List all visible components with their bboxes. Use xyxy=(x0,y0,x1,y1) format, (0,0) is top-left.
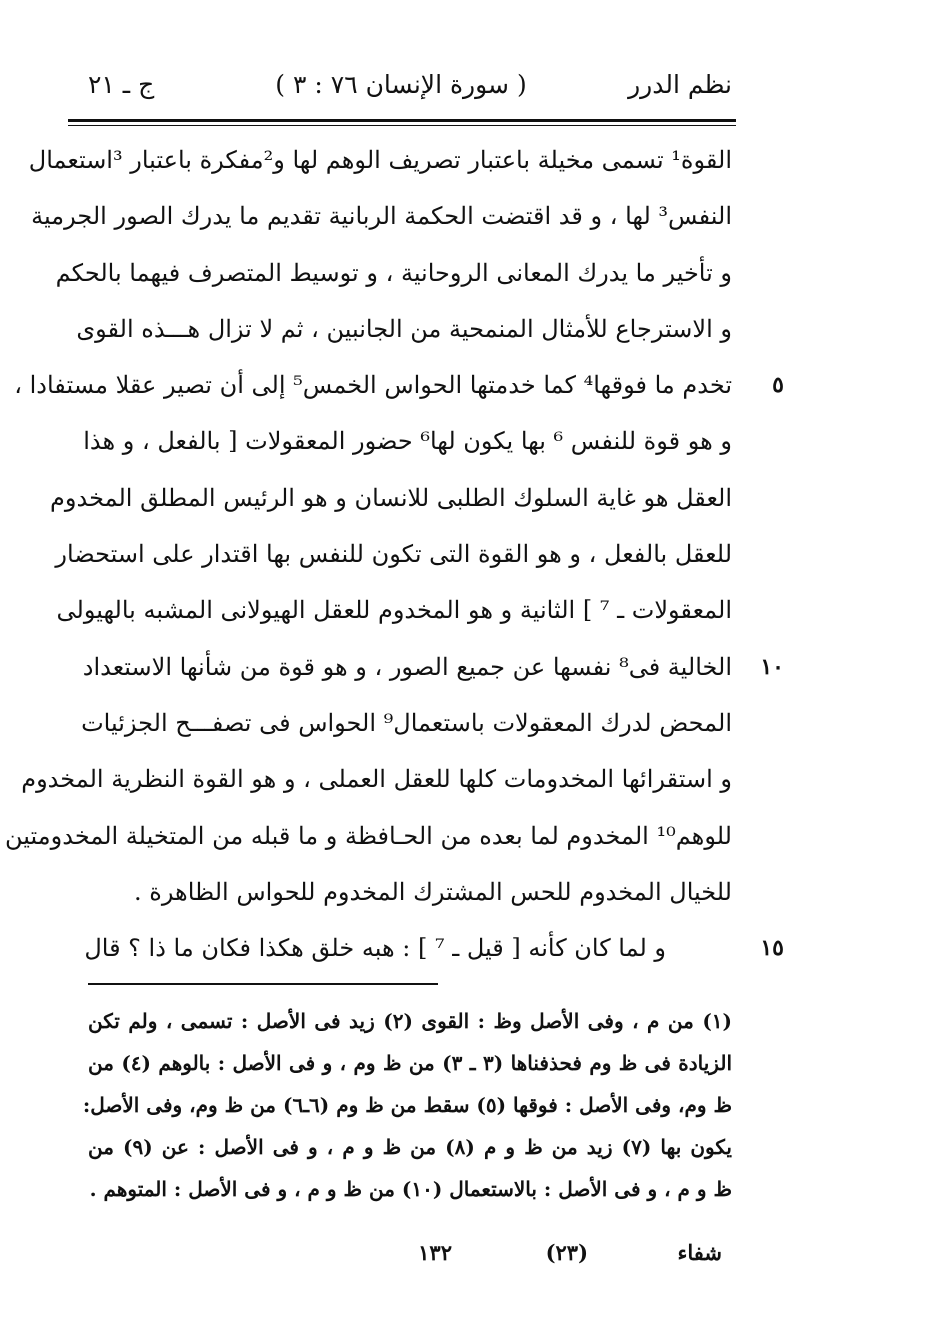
text-line-content: تخدم ما فوقها⁴ كما خدمتها الحواس الخمس⁵ إلى أن تصير عقلا مستفادا ، xyxy=(14,371,732,400)
footnote-line: ظ وم، وفى الأصل : فوقها (٥) سقط من ظ وم (٦ـ٦) من ظ وم، وفى الأصل: xyxy=(82,1093,732,1117)
text-line xyxy=(14,357,784,413)
text-line-content: المعقولات ـ ⁷ ] الثانية و هو المخدوم للعقل الهيولانى المشبه بالهيولى xyxy=(56,596,732,625)
line-number: ١٥ xyxy=(760,935,784,962)
text-line xyxy=(76,301,732,357)
header-rule-thin xyxy=(68,125,736,126)
surah-reference: ( سورة الإنسان ٧٦ : ٣ ) xyxy=(275,70,527,99)
text-line xyxy=(81,695,732,751)
text-line xyxy=(28,132,732,188)
text-line xyxy=(21,751,732,807)
volume-number: ج ـ ٢١ xyxy=(88,70,155,99)
text-line xyxy=(56,582,732,638)
signature-marker: شفاء xyxy=(677,1240,722,1265)
text-line-content: و الاسترجاع للأمثال المنمحية من الجانبين ، ثم لا تزال هـــذه القوى xyxy=(76,314,732,343)
footnotes xyxy=(82,1000,733,1210)
header-rule xyxy=(68,119,736,122)
text-line-content: المحض لدرك المعقولات باستعمال⁹ الحواس فى تصفـــح الجزئيات xyxy=(81,708,732,737)
text-line-content: و لما كان كأنه [ قيل ـ ⁷ ] : هبه خلق هكذا فكان ما ذا ؟ قال xyxy=(84,934,666,963)
footnote-line: الزيادة فى ظ وم فحذفناها (٣ ـ ٣) من ظ وم ، و فى الأصل : بالوهم (٤) من xyxy=(88,1051,732,1075)
text-line xyxy=(84,920,784,976)
text-line-content: للخيال المخدوم للحس المشترك المخدوم للحواس الظاهرة . xyxy=(133,877,732,906)
text-line-content: و هو قوة للنفس ⁶ بها يكون لها⁶ حضور المعقولات [ بالفعل ، و هذا xyxy=(83,427,732,456)
footnote-line: ظ و م ، و فى الأصل : بالاستعمال (١٠) من ظ و م ، و فى الأصل : المتوهم . xyxy=(89,1177,732,1201)
footnote-separator xyxy=(88,983,438,985)
gathering-number: (٢٣) xyxy=(545,1240,588,1265)
text-line xyxy=(55,245,732,301)
text-line xyxy=(83,413,732,469)
main-text xyxy=(5,132,784,976)
page-footer xyxy=(88,1240,732,1280)
text-line-content: الخالية فى⁸ نفسها عن جميع الصور ، و هو قوة من شأنها الاستعداد xyxy=(82,652,732,681)
text-line xyxy=(88,864,732,920)
text-line xyxy=(55,526,732,582)
text-line xyxy=(31,188,732,244)
text-line-content: و استقرائها المخدومات كلها للعقل العملى ، و هو القوة النظرية المخدوم xyxy=(21,765,732,794)
text-line-content: العقل هو غاية السلوك الطلبى للانسان و هو الرئيس المطلق المخدوم xyxy=(50,483,732,512)
text-line-content: النفس³ لها ، و قد اقتضت الحكمة الربانية تقديم ما يدرك الصور الجرمية xyxy=(31,202,732,231)
book-title: نظم الدرر xyxy=(628,70,732,99)
text-line xyxy=(82,639,784,695)
footnote-line: يكون بها (٧) زيد من ظ و م (٨) من ظ و م ، و فى الأصل : عن (٩) من xyxy=(88,1135,733,1159)
text-line xyxy=(50,470,732,526)
line-number: ١٠ xyxy=(760,653,784,680)
footnote-line: (١) من م ، وفى الأصل وظ : القوى (٢) زيد فى الأصل : تسمى ، ولم تكن xyxy=(88,1009,732,1033)
page-number: ١٣٢ xyxy=(418,1240,452,1265)
text-line xyxy=(5,808,732,864)
text-line-content: و تأخير ما يدرك المعانى الروحانية ، و توسيط المتصرف فيهما بالحكم xyxy=(55,258,732,287)
running-header xyxy=(70,62,732,110)
text-line-content: للعقل بالفعل ، و هو القوة التى تكون للنفس بها اقتدار على استحضار xyxy=(55,540,732,569)
text-line-content: القوة¹ تسمى مخيلة باعتبار تصريف الوهم لها و²مفكرة باعتبار ³استعمال xyxy=(28,146,732,174)
line-number: ٥ xyxy=(772,372,784,399)
text-line-content: للوهم¹⁰ المخدوم لما بعده من الحـافظة و ما قبله من المتخيلة المخدومتين xyxy=(5,821,732,850)
